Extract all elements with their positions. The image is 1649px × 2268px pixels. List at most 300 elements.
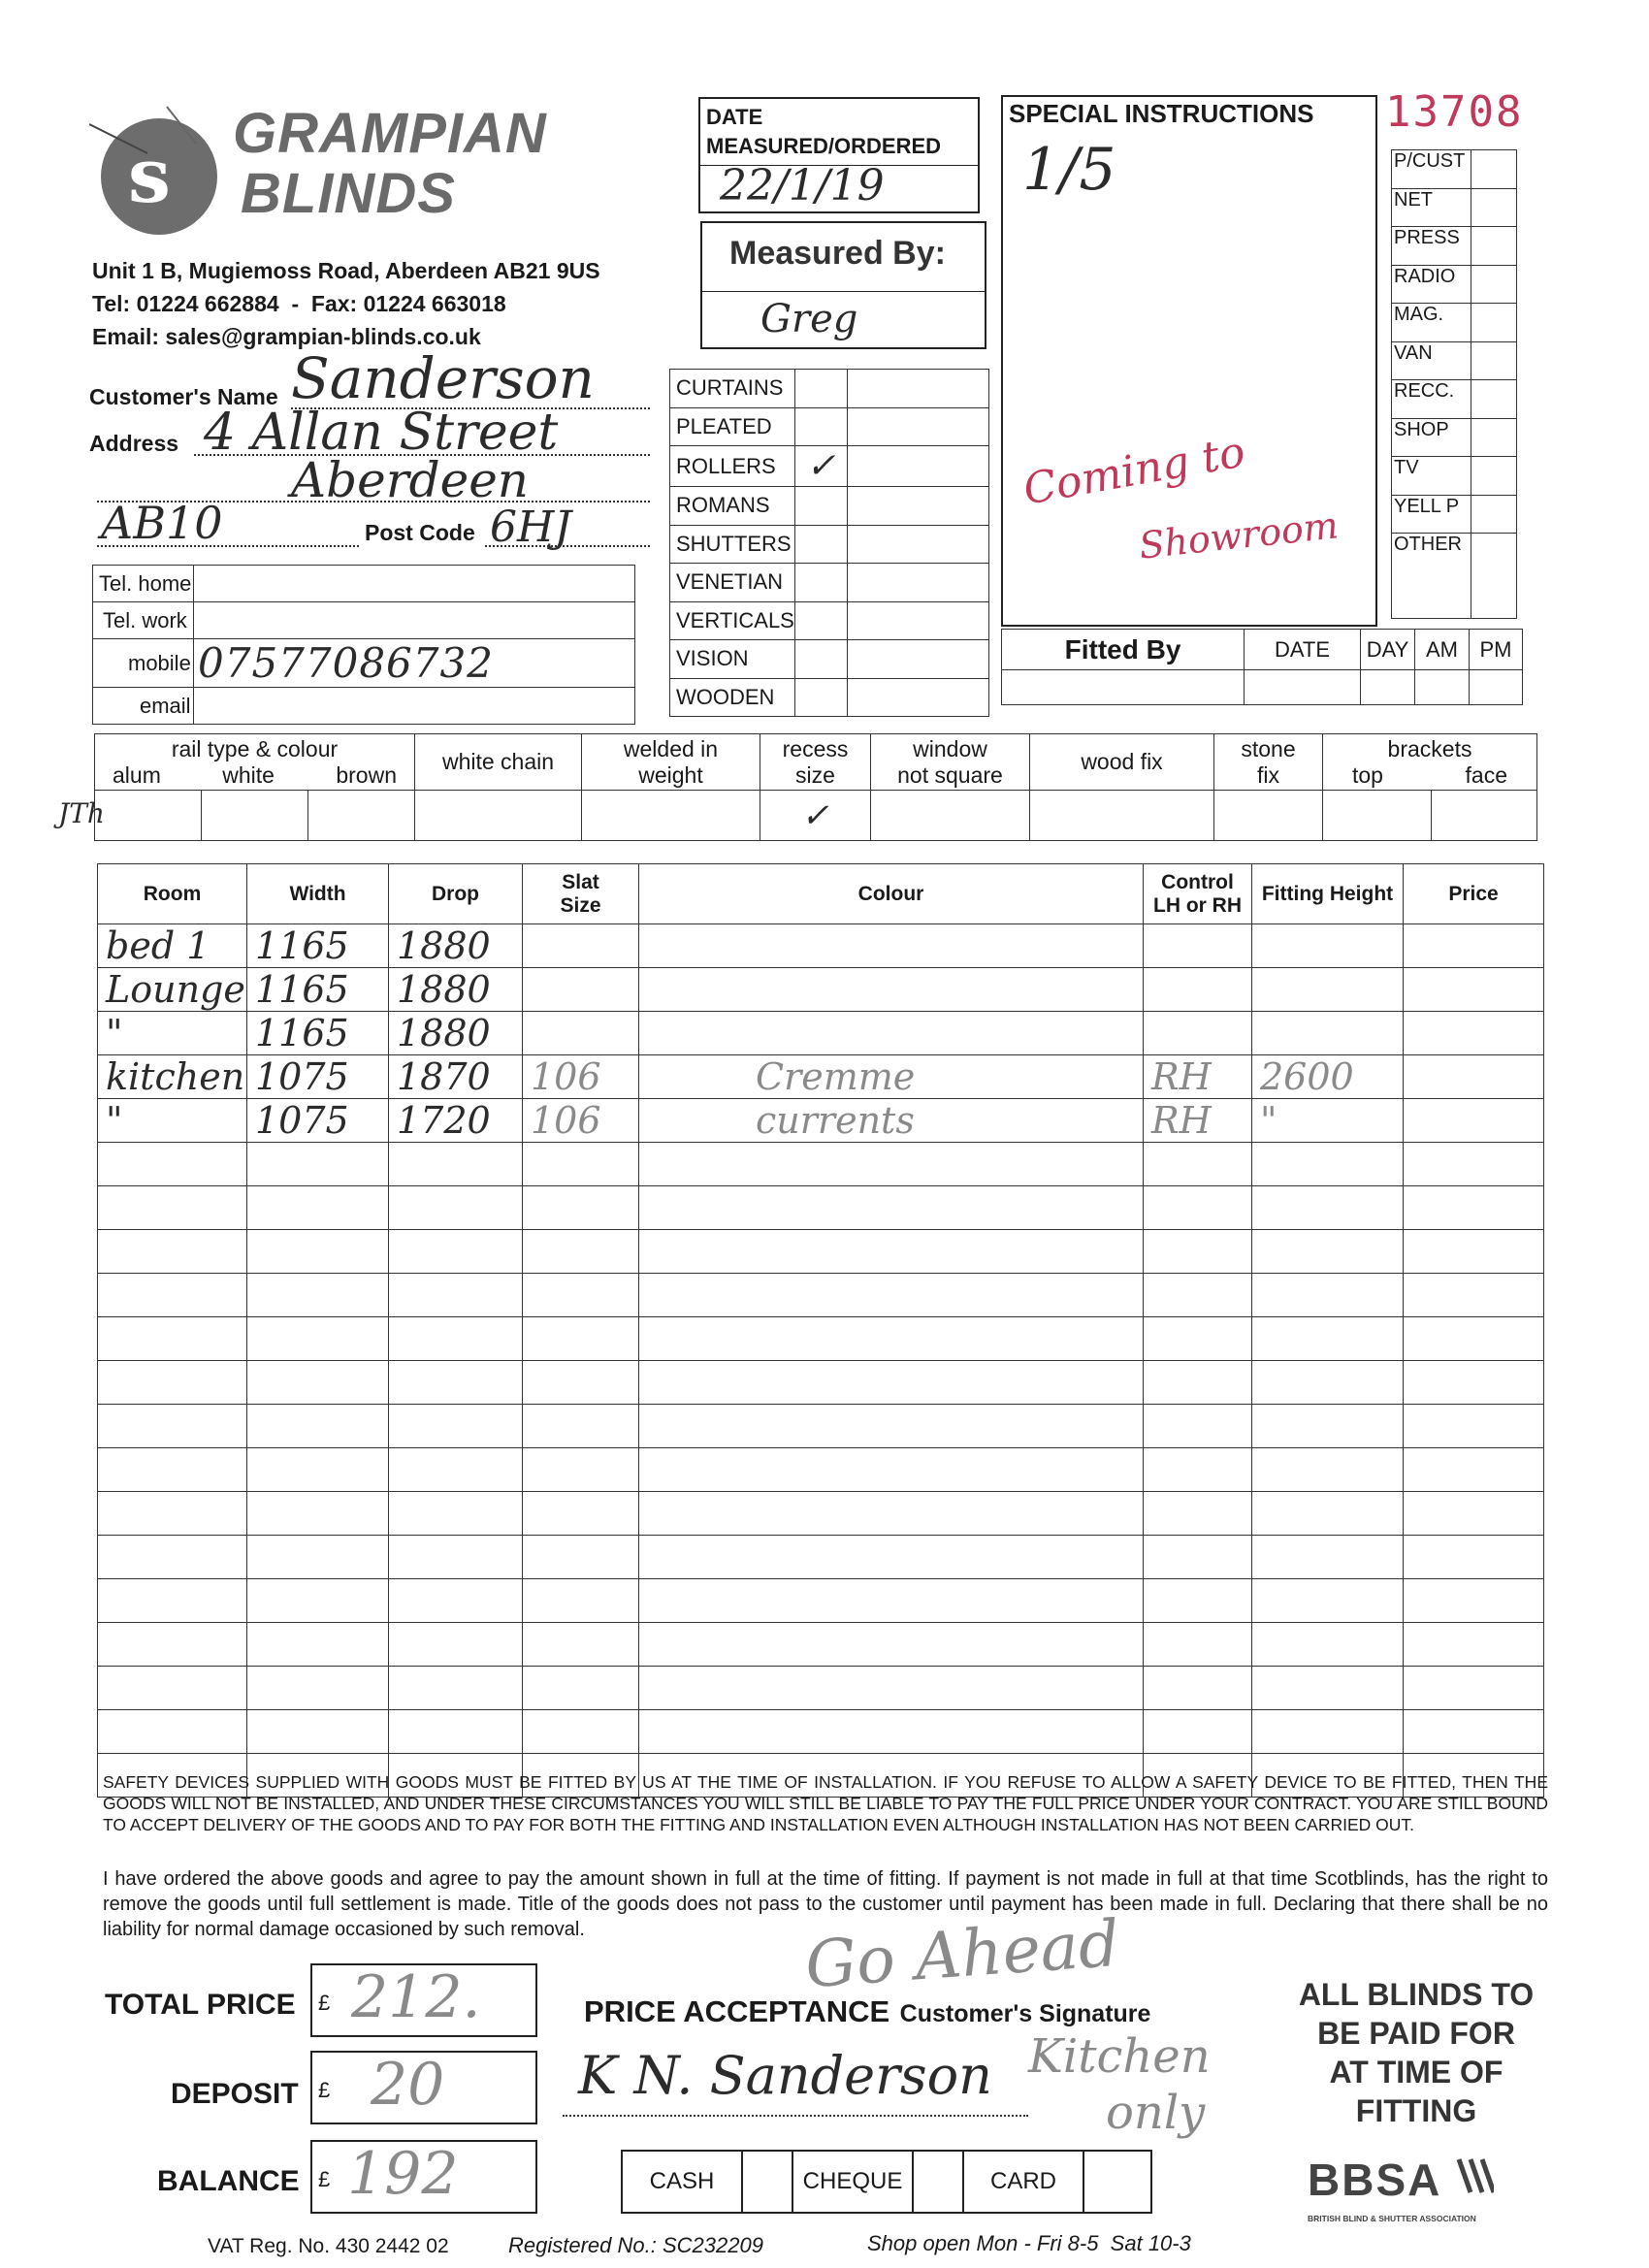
cell-colour[interactable] [639,1579,1144,1623]
signature-label: Customer's Signature [899,2000,1151,2027]
blind-type-label: PLEATED [676,413,772,438]
balance-box[interactable] [310,2140,537,2214]
cell-control[interactable] [1144,1492,1252,1536]
cell-width[interactable] [247,1012,389,1055]
blind-type-row [670,407,989,446]
cell-slat[interactable] [523,1230,639,1274]
cell-colour[interactable] [639,1055,1144,1099]
blind-type-check[interactable] [794,564,847,602]
source-check[interactable] [1471,265,1517,304]
cell-slat[interactable] [523,1143,639,1186]
cell-width[interactable] [247,924,389,968]
cell-colour[interactable] [639,924,1144,968]
cell-width[interactable] [247,1361,389,1405]
cell-colour[interactable] [639,1667,1144,1710]
cell-control[interactable] [1144,1579,1252,1623]
cell-room[interactable] [98,1448,247,1492]
cell-room[interactable] [98,1274,247,1317]
cell-drop[interactable] [389,968,523,1012]
cell-price[interactable] [1404,924,1544,968]
contact-value[interactable] [194,639,635,688]
table-row [98,1405,1544,1448]
cell-room[interactable] [98,1623,247,1667]
cell-width-value [247,1230,255,1273]
source-row [1392,534,1517,619]
cell-slat[interactable] [523,968,639,1012]
notice-line-2: BE PAID FOR [1317,2016,1515,2051]
blind-type-label: VENETIAN [676,569,784,595]
cell-fitting-value [1252,1667,1260,1709]
blind-type-notes[interactable] [847,564,988,602]
brackets-top-check[interactable] [1323,791,1432,841]
cell-drop[interactable] [389,1274,523,1317]
cell-slat-value [523,968,531,1011]
source-row [1392,341,1517,380]
cell-room[interactable] [98,1230,247,1274]
total-box[interactable] [310,1963,537,2037]
cell-drop[interactable] [389,1099,523,1143]
cell-price-value [1404,1492,1411,1535]
cell-fitting[interactable] [1252,1143,1404,1186]
cell-room[interactable] [98,1055,247,1099]
cell-price-value [1404,1230,1411,1273]
cell-fitting-value [1252,1623,1260,1666]
cell-price[interactable] [1404,1667,1544,1710]
cell-slat[interactable] [523,1492,639,1536]
kitchen-only-note-1: Kitchen [1028,2029,1211,2084]
cell-slat[interactable] [523,1361,639,1405]
cell-control[interactable] [1144,924,1252,968]
cell-drop[interactable] [389,1143,523,1186]
cell-fitting[interactable] [1252,1492,1404,1536]
header-control-1: Control [1161,870,1234,893]
cell-control[interactable] [1144,1361,1252,1405]
cell-room[interactable] [98,968,247,1012]
cell-room[interactable] [98,1667,247,1710]
source-check[interactable] [1471,418,1517,457]
welded-check[interactable] [582,791,760,841]
window-label-2: not square [897,761,1003,788]
cell-drop[interactable] [389,1361,523,1405]
white-check[interactable] [202,791,308,841]
cell-control[interactable] [1144,1099,1252,1143]
cell-room[interactable] [98,1405,247,1448]
cell-control[interactable] [1144,1448,1252,1492]
cell-fitting[interactable] [1252,1317,1404,1361]
cell-width[interactable] [247,1405,389,1448]
cell-room[interactable] [98,1186,247,1230]
cell-width[interactable] [247,1536,389,1579]
blind-type-notes[interactable] [847,640,988,679]
cell-slat[interactable] [523,1274,639,1317]
blind-type-check[interactable] [794,640,847,679]
fitted-day-label: DAY [1366,636,1409,662]
cell-colour[interactable] [639,1448,1144,1492]
cell-slat[interactable] [523,1536,639,1579]
cell-width-value [247,1361,255,1404]
cell-control[interactable] [1144,1405,1252,1448]
cell-drop[interactable] [389,1710,523,1754]
cell-colour-value: currents [756,1099,915,1142]
window-check[interactable] [871,791,1030,841]
address-label: Address [89,431,179,456]
cell-price-value [1404,1623,1411,1666]
cell-drop[interactable] [389,1055,523,1099]
cell-control[interactable] [1144,968,1252,1012]
cell-control[interactable] [1144,1536,1252,1579]
blind-type-check[interactable] [794,446,847,487]
cell-colour-value: Cremme [756,1055,916,1098]
cell-price[interactable] [1404,1012,1544,1055]
recess-check[interactable] [760,791,871,841]
window-label-1: window [913,735,987,761]
table-row [98,1186,1544,1230]
cell-price[interactable] [1404,1143,1544,1186]
cell-control[interactable] [1144,1230,1252,1274]
cell-drop[interactable] [389,1317,523,1361]
header-slat-1: Slat [562,870,599,893]
registered-number: Registered No.: SC232209 [508,2233,763,2257]
contact-value[interactable] [194,566,635,602]
cell-price[interactable] [1404,1579,1544,1623]
cell-slat[interactable] [523,1186,639,1230]
cell-room[interactable] [98,924,247,968]
table-row [98,1579,1544,1623]
source-check[interactable] [1471,227,1517,266]
cell-drop[interactable] [389,1448,523,1492]
cell-slat-value [523,1186,531,1229]
cell-price[interactable] [1404,1536,1544,1579]
blind-type-notes[interactable] [847,487,988,526]
cell-fitting[interactable] [1252,1448,1404,1492]
white-chain-label: white chain [441,749,555,774]
cell-drop[interactable] [389,1667,523,1710]
fitted-date-value[interactable] [1245,670,1361,705]
cell-fitting[interactable] [1252,1623,1404,1667]
cell-room[interactable] [98,1012,247,1055]
blind-type-label: ROLLERS [676,453,776,478]
contact-value[interactable] [194,688,635,725]
go-ahead-note: Go Ahead [802,1905,1122,2003]
cell-slat[interactable] [523,1405,639,1448]
cell-price-value [1404,1186,1411,1229]
source-check[interactable] [1471,380,1517,419]
cell-width[interactable] [247,968,389,1012]
cell-price[interactable] [1404,1448,1544,1492]
date-box [698,97,980,213]
cell-colour-value [639,1536,756,1578]
card-check[interactable] [1083,2151,1151,2213]
cell-colour[interactable] [639,1012,1144,1055]
cell-drop-value [389,1623,397,1666]
cell-drop[interactable] [389,1492,523,1536]
cell-colour[interactable] [639,1099,1144,1143]
cell-room[interactable] [98,1710,247,1754]
cell-control-value: RH [1151,1099,1212,1142]
cell-fitting[interactable] [1252,1055,1404,1099]
cell-fitting[interactable] [1252,1361,1404,1405]
cell-colour[interactable] [639,1405,1144,1448]
address-line1: 4 Allan Street [204,404,559,462]
cell-width[interactable] [247,1623,389,1667]
cell-width[interactable] [247,1448,389,1492]
cell-fitting[interactable] [1252,1099,1404,1143]
cell-width[interactable] [247,1230,389,1274]
deposit-value: 20 [371,2051,445,2119]
safety-terms: SAFETY DEVICES SUPPLIED WITH GOODS MUST BE FITTED BY US AT THE TIME OF INSTALLATION. IF YOU REFUSE TO ALLOW A SAFETY DEVICE TO BE FITTED, THEN THE GOODS WILL NOT BE INSTALLED, AND UNDER THESE CIRCUMSTANCES YOU WILL STILL BE LIABLE TO PAY THE FULL PRICE UNDER YOUR CONTRACT. YOU ARE STILL BOUND TO ACCEPT DELIVERY OF THE GOODS AND TO PAY FOR BOTH THE FITTING AND INSTALLATION EVEN ALTHOUGH INSTALLATION HAS NOT BEEN CARRIED OUT. [103,1772,1548,1834]
white-chain-check[interactable] [415,791,582,841]
blind-type-check[interactable] [794,678,847,717]
deposit-box[interactable] [310,2051,537,2124]
cell-room[interactable] [98,1361,247,1405]
cell-width[interactable] [247,1667,389,1710]
cell-price[interactable] [1404,1274,1544,1317]
cell-width[interactable] [247,1186,389,1230]
cell-control[interactable] [1144,1710,1252,1754]
cell-room-value: bed 1 [106,924,210,967]
source-check[interactable] [1471,304,1517,342]
cell-room-value [98,1274,106,1316]
fitted-by-value[interactable] [1002,670,1245,705]
cell-width-value [247,1579,255,1622]
cell-fitting[interactable] [1252,1186,1404,1230]
source-check[interactable] [1471,188,1517,227]
cell-width-value [247,1667,255,1709]
cell-room[interactable] [98,1143,247,1186]
cell-width[interactable] [247,1055,389,1099]
blind-type-notes[interactable] [847,370,988,408]
stone-label-1: stone [1241,735,1296,761]
cell-control[interactable] [1144,1055,1252,1099]
cell-colour[interactable] [639,1186,1144,1230]
cell-drop[interactable] [389,1623,523,1667]
blind-type-notes[interactable] [847,525,988,564]
cell-colour[interactable] [639,1536,1144,1579]
cell-price[interactable] [1404,1230,1544,1274]
stone-fix-check[interactable] [1214,791,1323,841]
cell-slat[interactable] [523,1623,639,1667]
wood-fix-check[interactable] [1030,791,1214,841]
cell-room[interactable] [98,1536,247,1579]
cell-drop-value: 1720 [397,1099,491,1142]
cell-drop[interactable] [389,1012,523,1055]
brackets-face-check[interactable] [1432,791,1537,841]
payment-table [621,2150,1152,2214]
cell-fitting[interactable] [1252,924,1404,968]
cell-drop[interactable] [389,924,523,968]
source-check[interactable] [1471,495,1517,534]
cell-width[interactable] [247,1492,389,1536]
brackets-face: face [1465,761,1507,788]
recess-tick: ✓ [801,795,829,835]
brackets-top: top [1352,761,1383,788]
blind-type-check[interactable] [794,407,847,446]
alum-check[interactable] [95,791,202,841]
cell-drop-value [389,1667,397,1709]
source-check[interactable] [1471,534,1517,619]
cell-colour[interactable] [639,968,1144,1012]
cash-check[interactable] [742,2151,792,2213]
cell-price-value [1404,1012,1411,1054]
cell-price[interactable] [1404,1405,1544,1448]
contact-value[interactable] [194,602,635,639]
total-currency: £ [318,1991,331,2015]
cell-fitting-value [1252,1230,1260,1273]
cell-room-value [98,1536,106,1578]
cell-fitting[interactable] [1252,1274,1404,1317]
cell-colour[interactable] [639,1230,1144,1274]
cell-price[interactable] [1404,1492,1544,1536]
cell-fitting[interactable] [1252,1710,1404,1754]
cell-colour[interactable] [639,1361,1144,1405]
table-row [98,1099,1544,1143]
cell-price[interactable] [1404,1710,1544,1754]
cell-fitting[interactable] [1252,1536,1404,1579]
cell-room[interactable] [98,1317,247,1361]
cell-fitting[interactable] [1252,1405,1404,1448]
table-row [98,1012,1544,1055]
company-logo [89,105,235,241]
cell-room-value [98,1186,106,1229]
cell-control[interactable] [1144,1274,1252,1317]
source-check[interactable] [1471,457,1517,496]
cell-control[interactable] [1144,1667,1252,1710]
cell-price[interactable] [1404,1055,1544,1099]
source-check[interactable] [1471,341,1517,380]
cell-room[interactable] [98,1099,247,1143]
cell-fitting[interactable] [1252,968,1404,1012]
cell-drop-value [389,1492,397,1535]
cell-colour-value [639,1143,756,1185]
cell-colour-value [639,924,756,967]
cell-price[interactable] [1404,1623,1544,1667]
price-acceptance-label: PRICE ACCEPTANCE [584,1994,890,2028]
cell-colour[interactable] [639,1492,1144,1536]
cell-slat[interactable] [523,1099,639,1143]
cell-colour-value [639,968,756,1011]
cell-price-value [1404,1405,1411,1447]
blind-type-check[interactable] [794,601,847,640]
blind-type-notes[interactable] [847,601,988,640]
cell-room[interactable] [98,1579,247,1623]
rail-brown: brown [336,761,397,788]
cell-fitting[interactable] [1252,1667,1404,1710]
cell-fitting-value [1252,1536,1260,1578]
cheque-check[interactable] [913,2151,963,2213]
cell-fitting-value [1252,1012,1260,1054]
cell-room-value [98,1579,106,1622]
cell-slat[interactable] [523,1710,639,1754]
fitted-date-label: DATE [1274,636,1331,662]
cell-slat-value [523,1448,531,1491]
cell-price[interactable] [1404,1186,1544,1230]
source-check[interactable] [1471,150,1517,189]
rail-white: white [222,761,275,788]
cell-price[interactable] [1404,1317,1544,1361]
cell-colour-value [639,1230,756,1273]
cell-slat[interactable] [523,1317,639,1361]
cell-width[interactable] [247,1274,389,1317]
cell-fitting-value: " [1260,1099,1277,1142]
blind-type-notes[interactable] [847,678,988,717]
source-label: TV [1394,457,1419,478]
cell-control[interactable] [1144,1186,1252,1230]
cell-drop[interactable] [389,1536,523,1579]
cell-control[interactable] [1144,1143,1252,1186]
cell-price[interactable] [1404,1099,1544,1143]
table-row [98,924,1544,968]
cell-fitting[interactable] [1252,1230,1404,1274]
blind-type-label: ROMANS [676,493,770,518]
cell-width-value [247,1448,255,1491]
cell-width[interactable] [247,1317,389,1361]
cell-colour[interactable] [639,1143,1144,1186]
cell-slat-value [523,1536,531,1578]
cell-width[interactable] [247,1579,389,1623]
blind-type-row [670,564,989,602]
bbsa-logo: BBSA [1308,2155,1442,2205]
cell-slat[interactable] [523,1667,639,1710]
table-row [98,968,1544,1012]
cell-fitting[interactable] [1252,1579,1404,1623]
cell-fitting[interactable] [1252,1012,1404,1055]
cell-control[interactable] [1144,1012,1252,1055]
cell-control[interactable] [1144,1317,1252,1361]
brown-check[interactable] [308,791,415,841]
cell-slat[interactable] [523,1012,639,1055]
cell-drop[interactable] [389,1579,523,1623]
cell-width[interactable] [247,1099,389,1143]
cell-colour[interactable] [639,1317,1144,1361]
cell-width[interactable] [247,1143,389,1186]
cell-drop[interactable] [389,1230,523,1274]
blind-type-check[interactable] [794,487,847,526]
blind-type-notes[interactable] [847,407,988,446]
cell-drop[interactable] [389,1405,523,1448]
cell-slat[interactable] [523,924,639,968]
cell-slat[interactable] [523,1579,639,1623]
blind-type-row [670,640,989,679]
recess-label-2: size [795,761,835,788]
cell-drop[interactable] [389,1186,523,1230]
cell-fitting-value: 2600 [1260,1055,1354,1098]
cell-price-value [1404,1579,1411,1622]
cell-colour[interactable] [639,1623,1144,1667]
logo-line1: GRAMPIAN [233,102,547,165]
cell-price[interactable] [1404,968,1544,1012]
cell-colour[interactable] [639,1710,1144,1754]
cell-price[interactable] [1404,1361,1544,1405]
cell-room[interactable] [98,1492,247,1536]
header-drop: Drop [432,882,479,905]
measured-by-box [700,221,986,349]
cell-drop-value [389,1710,397,1753]
cell-control[interactable] [1144,1623,1252,1667]
cell-control-value [1144,1361,1151,1404]
source-label: RADIO [1394,265,1456,287]
cell-slat[interactable] [523,1448,639,1492]
notice-line-1: ALL BLINDS TO [1298,1977,1535,2012]
cell-slat-value: 106 [531,1055,601,1098]
blind-type-notes[interactable] [847,446,988,487]
company-email: Email: sales@grampian-blinds.co.uk [92,324,481,349]
cell-slat[interactable] [523,1055,639,1099]
blind-type-check[interactable] [794,370,847,408]
cell-width[interactable] [247,1710,389,1754]
cell-colour[interactable] [639,1274,1144,1317]
cell-fitting-value [1252,968,1260,1011]
blind-type-check[interactable] [794,525,847,564]
